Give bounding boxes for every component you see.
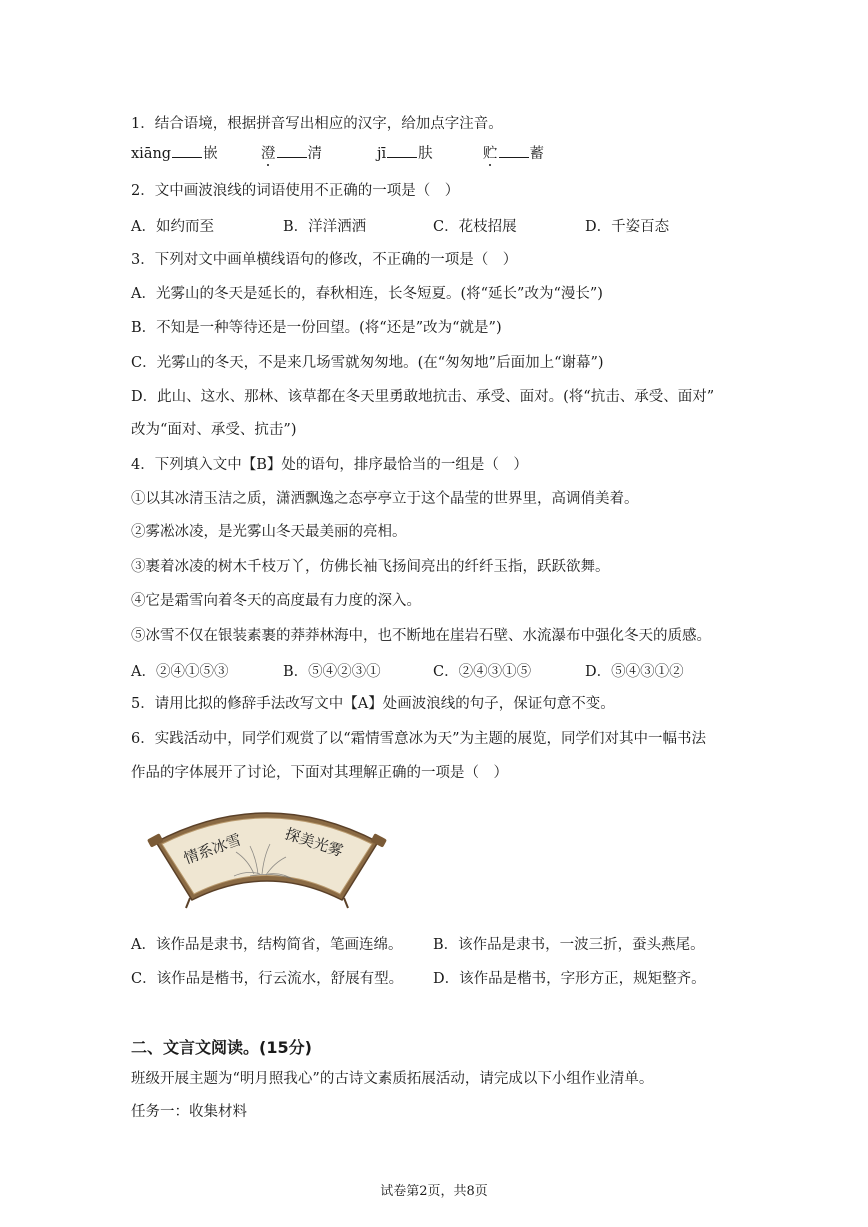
q6-stem: 6．实践活动中，同学们观赏了以“霜情雪意冰为天”为主题的展览，同学们对其中一幅书法 <box>131 731 707 747</box>
q6-options-row2 <box>131 967 751 987</box>
q5-stem: 5．请用比拟的修辞手法改写文中【A】处画波浪线的句子，保证句意不变。 <box>131 696 615 712</box>
section-intro: 班级开展主题为“明月照我心”的古诗文素质拓展活动，请完成以下小组作业清单。 <box>131 1071 654 1087</box>
q4-stem: 4．下列填入文中【B】处的语句，排序最恰当的一组是（ ） <box>131 457 528 473</box>
q4-option-c[interactable]: C．②④③①⑤ <box>433 664 532 680</box>
q4-sentence-5: ⑤冰雪不仅在银装素裹的莽莽林海中，也不断地在崖岩石壁、水流瀑布中强化冬天的质感。 <box>131 628 711 644</box>
q4-option-a[interactable]: A．②④①⑤③ <box>131 664 229 680</box>
q2-options <box>131 215 751 235</box>
q3-option-d-cont: 改为“面对、承受、抗击”) <box>131 422 297 438</box>
q4-sentence-1: ①以其冰清玉洁之质，潇洒飘逸之态亭亭立于这个晶莹的世界里，高调俏美着。 <box>131 491 639 507</box>
q6-option-c[interactable]: C．该作品是楷书，行云流水，舒展有型。 <box>131 971 404 987</box>
q4-option-d[interactable]: D．⑤④③①② <box>585 664 684 680</box>
q1-stem: 1．结合语境，根据拼音写出相应的汉字，给加点字注音。 <box>131 116 503 132</box>
q2-option-b[interactable]: B．洋洋洒洒 <box>283 219 367 235</box>
q4-sentence-4: ④它是霜雪向着冬天的高度最有力度的深入。 <box>131 593 421 609</box>
q3-stem: 3．下列对文中画单横线语句的修改，不正确的一项是（ ） <box>131 252 518 268</box>
q2-option-a[interactable]: A．如约而至 <box>131 219 214 235</box>
q1-item-3: jī 肤 <box>377 142 433 163</box>
answer-blank[interactable] <box>277 143 307 158</box>
q6-stem-cont: 作品的字体展开了讨论，下面对其理解正确的一项是（ ） <box>131 765 508 781</box>
fan-illustration <box>142 800 392 912</box>
calligraphy-text-left: 情系冰雪 <box>181 830 244 868</box>
q3-option-a[interactable]: A．光雾山的冬天是延长的，春秋相连，长冬短夏。(将“延长”改为“漫长”) <box>131 286 603 302</box>
q2-option-c[interactable]: C．花枝招展 <box>433 219 517 235</box>
q3-option-d[interactable]: D．此山、这水、那林、该草都在冬天里勇敢地抗击、承受、面对。(将“抗击、承受、面对” <box>131 389 715 405</box>
task-one-label: 任务一：收集材料 <box>131 1104 247 1120</box>
section-title: 二、文言文阅读。(15分) <box>131 1038 312 1057</box>
q3-option-c[interactable]: C．光雾山的冬天，不是来几场雪就匆匆地。(在“匆匆地”后面加上“谢幕”) <box>131 355 604 371</box>
answer-blank[interactable] <box>387 143 417 158</box>
q4-sentence-2: ②雾凇冰凌，是光雾山冬天最美丽的亮相。 <box>131 524 407 540</box>
q4-options <box>131 660 751 680</box>
q6-option-a[interactable]: A．该作品是隶书，结构简省，笔画连绵。 <box>131 937 403 953</box>
calligraphy-text-right: 探美光雾 <box>282 824 346 861</box>
page-footer: 试卷第2页，共8页 <box>380 1184 488 1199</box>
q3-option-b[interactable]: B．不知是一种等待还是一份回望。(将“还是”改为“就是”) <box>131 320 502 336</box>
q4-option-b[interactable]: B．⑤④②③① <box>283 664 381 680</box>
q1-item-1: xiāng 嵌 <box>131 142 218 163</box>
q4-sentence-3: ③裹着冰凌的树木千枝万丫，仿佛长袖飞扬间亮出的纤纤玉指，跃跃欲舞。 <box>131 559 610 575</box>
q6-option-d[interactable]: D．该作品是楷书，字形方正，规矩整齐。 <box>433 971 706 987</box>
q6-option-b[interactable]: B．该作品是隶书，一波三折，蚕头燕尾。 <box>433 937 705 953</box>
q1-item-2: 澄 清 <box>261 142 322 163</box>
q2-stem: 2．文中画波浪线的词语使用不正确的一项是（ ） <box>131 183 460 199</box>
q1-items <box>131 142 731 164</box>
q2-option-d[interactable]: D．千姿百态 <box>585 219 670 235</box>
q6-options-row1 <box>131 933 751 953</box>
answer-blank[interactable] <box>172 143 202 158</box>
calligraphy-fan-image <box>142 800 392 912</box>
answer-blank[interactable] <box>499 143 529 158</box>
q1-item-4: 贮 蓄 <box>483 142 544 163</box>
